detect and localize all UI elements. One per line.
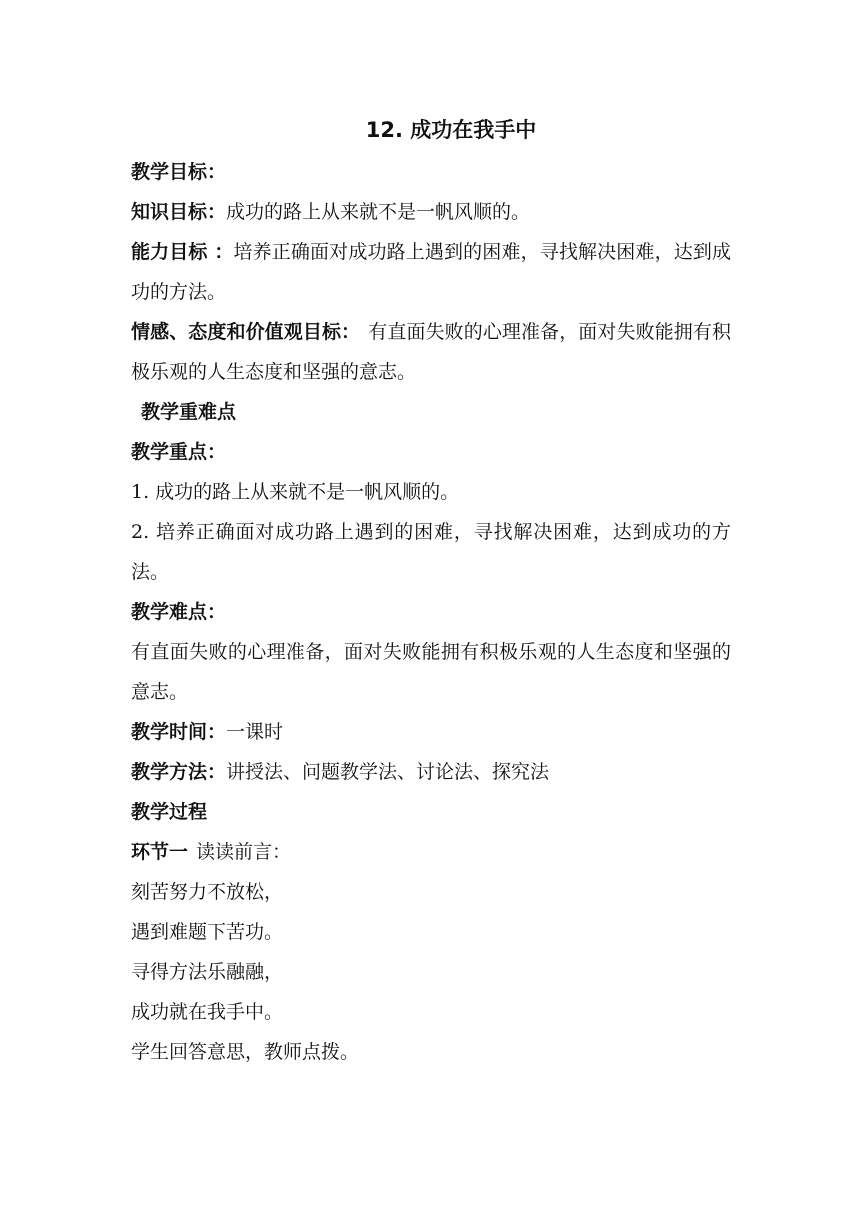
stage-one xyxy=(131,832,731,872)
ability-objective-text: 培养正确面对成功路上遇到的困难，寻找解决困难，达到成功的方法。 xyxy=(131,241,731,303)
poem-line: 刻苦努力不放松， xyxy=(131,881,284,903)
stage-one-label: 环节一 xyxy=(131,841,189,863)
poem-line: 成功就在我手中。 xyxy=(131,1001,284,1023)
teaching-time xyxy=(131,712,731,752)
stage-one-text: 读读前言： xyxy=(196,841,292,863)
emotion-objective-label: 情感、态度和价值观目标： xyxy=(131,321,361,343)
document-page xyxy=(131,112,731,1072)
teaching-time-text: 一课时 xyxy=(226,721,284,743)
knowledge-objective-label: 知识目标： xyxy=(131,201,227,223)
key-difficult-heading: 教学重难点 xyxy=(141,401,237,423)
teaching-method-label: 教学方法： xyxy=(131,761,227,783)
difficult-text: 有直面失败的心理准备，面对失败能拥有积极乐观的人生态度和坚强的意志。 xyxy=(131,641,731,703)
ability-objective xyxy=(131,232,731,312)
objectives-heading: 教学目标： xyxy=(131,161,227,183)
poem-line: 寻得方法乐融融， xyxy=(131,961,284,983)
process-heading: 教学过程 xyxy=(131,801,208,823)
key-points-heading: 教学重点： xyxy=(131,441,227,463)
poem-line: 遇到难题下苦功。 xyxy=(131,921,284,943)
emotion-objective xyxy=(131,312,731,392)
key-point-item: 2. 培养正确面对成功路上遇到的困难，寻找解决困难，达到成功的方法。 xyxy=(131,521,731,583)
knowledge-objective xyxy=(131,192,731,232)
knowledge-objective-text: 成功的路上从来就不是一帆风顺的。 xyxy=(226,201,531,223)
teaching-method xyxy=(131,752,731,792)
ability-objective-label: 能力目标 ： xyxy=(131,241,234,263)
emotion-objective-text: 有直面失败的心理准备，面对失败能拥有积极乐观的人生态度和坚强的意志。 xyxy=(131,321,731,383)
closing-note: 学生回答意思，教师点拨。 xyxy=(131,1041,360,1063)
key-point-item: 1. 成功的路上从来就不是一帆风顺的。 xyxy=(131,481,460,503)
document-title: 12. 成功在我手中 xyxy=(365,118,537,142)
teaching-method-text: 讲授法、问题教学法、讨论法、探究法 xyxy=(226,761,550,783)
difficult-heading: 教学难点： xyxy=(131,601,227,623)
teaching-time-label: 教学时间： xyxy=(131,721,227,743)
